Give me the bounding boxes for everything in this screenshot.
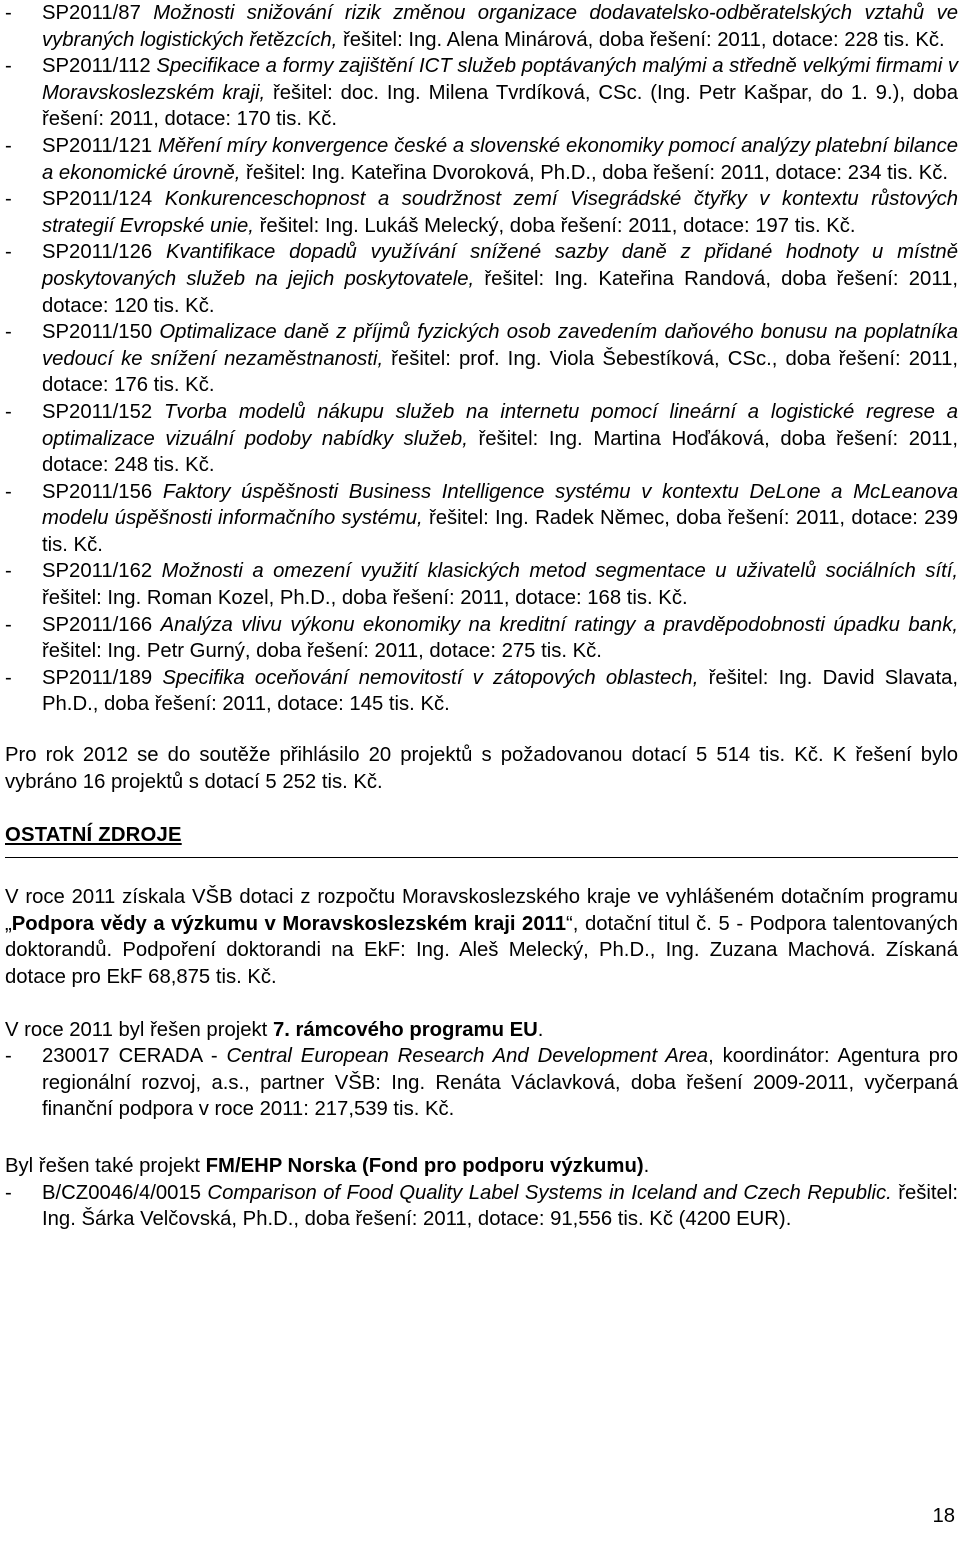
list-dash: - [5,2,12,24]
norway-project-item [5,1180,958,1233]
project-item [5,186,958,239]
project-details: řešitel: doc. Ing. Milena Tvrdíková, CSc. (Ing. Petr Kašpar, do 1. 9.), doba řešení: 2011, dotace: 170 tis. Kč. [42,81,958,131]
project-code: SP2011/150 [42,321,153,344]
program-name: Podpora vědy a výzkumu v Moravskoslezském kraji 2011 [11,912,567,935]
summary-2012-paragraph: Pro rok 2012 se do soutěže přihlásilo 20 projektů s požadovanou dotací 5 514 tis. Kč. K řešení bylo vybráno 16 projektů s dotací 5 252 tis. Kč. [5,744,958,793]
project-title: Optimalizace daně z příjmů fyzických osob zavedením daňového bonusu na poplatníka vedoucí ke snížení nezaměstnanosti, [42,321,958,370]
project-title: Faktory úspěšnosti Business Intelligence systému v kontextu DeLone a McLeanova modelu úspěšnosti informačního systému, [42,480,959,530]
list-dash: - [5,321,12,344]
list-dash: - [5,1045,12,1068]
list-dash: - [5,1181,12,1204]
project-item [5,399,958,479]
project-code: SP2011/124 [42,188,153,211]
list-dash: - [5,55,12,78]
section-heading: OSTATNÍ ZDROJE [5,824,182,847]
project-code: SP2011/152 [42,400,153,423]
project-title: Specifika oceňování nemovitostí v zátopových oblastech, [162,666,699,689]
project-details: řešitel: Ing. Petr Gurný, doba řešení: 2011, dotace: 275 tis. Kč. [42,640,602,663]
norway-project-list [5,1180,958,1233]
project-title: Analýza vlivu výkonu ekonomiky na kreditní ratingy a pravděpodobnosti úpadku bank, [160,613,958,636]
project-details: řešitel: Ing. Martina Hoďáková, doba řešení: 2011, dotace: 248 tis. Kč. [42,427,958,477]
project-details: řešitel: Ing. Kateřina Randová, doba řešení: 2011, dotace: 120 tis. Kč. [42,267,959,317]
project-code: SP2011/87 [42,2,141,24]
project-code: SP2011/162 [42,560,153,583]
fp7-project-list [5,1043,958,1123]
project-title: Kvantifikace dopadů využívání snížené sazby daně z přidané hodnoty u místně poskytovaných služeb na jejich poskytovatele, [42,241,958,290]
project-details: řešitel: Ing. Alena Minárová, doba řešení: 2011, dotace: 228 tis. Kč. [337,28,945,51]
project-title: Comparison of Food Quality Label Systems in Iceland and Czech Republic. [207,1181,892,1204]
project-code: SP2011/189 [42,666,153,689]
project-code: SP2011/112 [42,55,151,78]
list-dash: - [5,480,12,503]
page-number: 18 [932,1505,955,1527]
project-title: Specifikace a formy zajištění ICT služeb poptávaných malými a středně velkými firmami v Moravskoslezském kraji, [42,55,959,104]
project-title: Tvorba modelů nákupu služeb na internetu pomocí lineární a logistické regrese a optimalizace vizuální podoby nabídky služeb, [42,400,958,450]
project-title: Měření míry konvergence české a slovenské ekonomiky pomocí analýzy platební bilance a ekonomické úrovně, [42,134,958,184]
project-item [5,558,958,611]
project-item [5,53,958,133]
project-title: Konkurenceschopnost a soudržnost zemí Visegrádské čtyřky v kontextu růstových strategií Evropské unie, [42,188,959,237]
project-details: řešitel: prof. Ing. Viola Šebestíková, CSc., doba řešení: 2011, dotace: 176 tis. Kč. [42,347,958,397]
project-title: Možnosti a omezení využití klasických metod segmentace u uživatelů sociálních sítí, [161,560,958,583]
project-item [5,319,958,399]
project-details: řešitel: Ing. Roman Kozel, Ph.D., doba řešení: 2011, dotace: 168 tis. Kč. [42,587,688,610]
project-details: řešitel: Ing. Kateřina Dvoroková, Ph.D., doba řešení: 2011, dotace: 234 tis. Kč. [240,161,949,184]
project-code: B/CZ0046/4/0015 [42,1181,208,1204]
list-dash: - [5,400,12,423]
msk-paragraph: V roce 2011 získala VŠB dotaci z rozpočtu Moravskoslezského kraje ve vyhlášeném dotačním programu „Podpora vědy a výzkumu v Moravskoslezském kraji 2011“, dotační titul č. 5 - Podpora talentovaných doktorandů. Podpoření doktorandi na EkF: Ing. Aleš Melecký, Ph.D., Ing. Zuzana Machová. Získaná dotace pro EkF 68,875 tis. Kč. [5,886,958,988]
list-dash: - [5,613,12,636]
project-item [5,133,958,186]
fp7-program: 7. rámcového programu EU [272,1018,538,1041]
project-code: 230017 CERADA - [42,1045,227,1068]
project-item [5,0,958,53]
project-details: , koordinátor: Agentura pro regionální rozvoj, a.s., partner VŠB: Ing. Renáta Václavková, doba řešení 2009-2011, vyčerpaná finanční podpora v roce 2011: 217,539 tis. Kč. [42,1045,958,1121]
project-title: Možnosti snižování rizik změnou organizace dodavatelsko-odběratelských vztahů ve vybraných logistických řetězcích, [42,2,959,51]
fp7-project-item [5,1043,958,1123]
document-page [5,0,958,1233]
project-title: Central European Research And Development Area [226,1045,709,1068]
project-item [5,612,958,665]
norway-intro: Byl řešen také projekt FM/EHP Norska (Fond pro podporu výzkumu). [5,1154,650,1177]
list-dash: - [5,188,12,211]
project-details: řešitel: Ing. Radek Němec, doba řešení: 2011, dotace: 239 tis. Kč. [42,507,958,556]
norway-fund: FM/EHP Norska (Fond pro podporu výzkumu) [205,1154,644,1177]
project-code: SP2011/156 [42,480,153,503]
project-code: SP2011/121 [42,134,153,157]
list-dash: - [5,241,12,264]
project-code: SP2011/166 [42,613,153,636]
project-details: řešitel: Ing. Šárka Velčovská, Ph.D., doba řešení: 2011, dotace: 91,556 tis. Kč (4200 EUR). [42,1181,958,1231]
project-item [5,239,958,319]
list-dash: - [5,134,12,157]
project-code: SP2011/126 [42,241,153,264]
list-dash: - [5,560,12,583]
fp7-intro: V roce 2011 byl řešen projekt 7. rámcového programu EU. [5,1018,544,1041]
project-details: řešitel: Ing. Lukáš Melecký, doba řešení: 2011, dotace: 197 tis. Kč. [253,214,856,237]
project-details: řešitel: Ing. David Slavata, Ph.D., doba řešení: 2011, dotace: 145 tis. Kč. [42,666,958,716]
sp-project-list [5,0,958,718]
list-dash: - [5,666,12,689]
project-item [5,665,958,718]
project-item [5,479,958,559]
